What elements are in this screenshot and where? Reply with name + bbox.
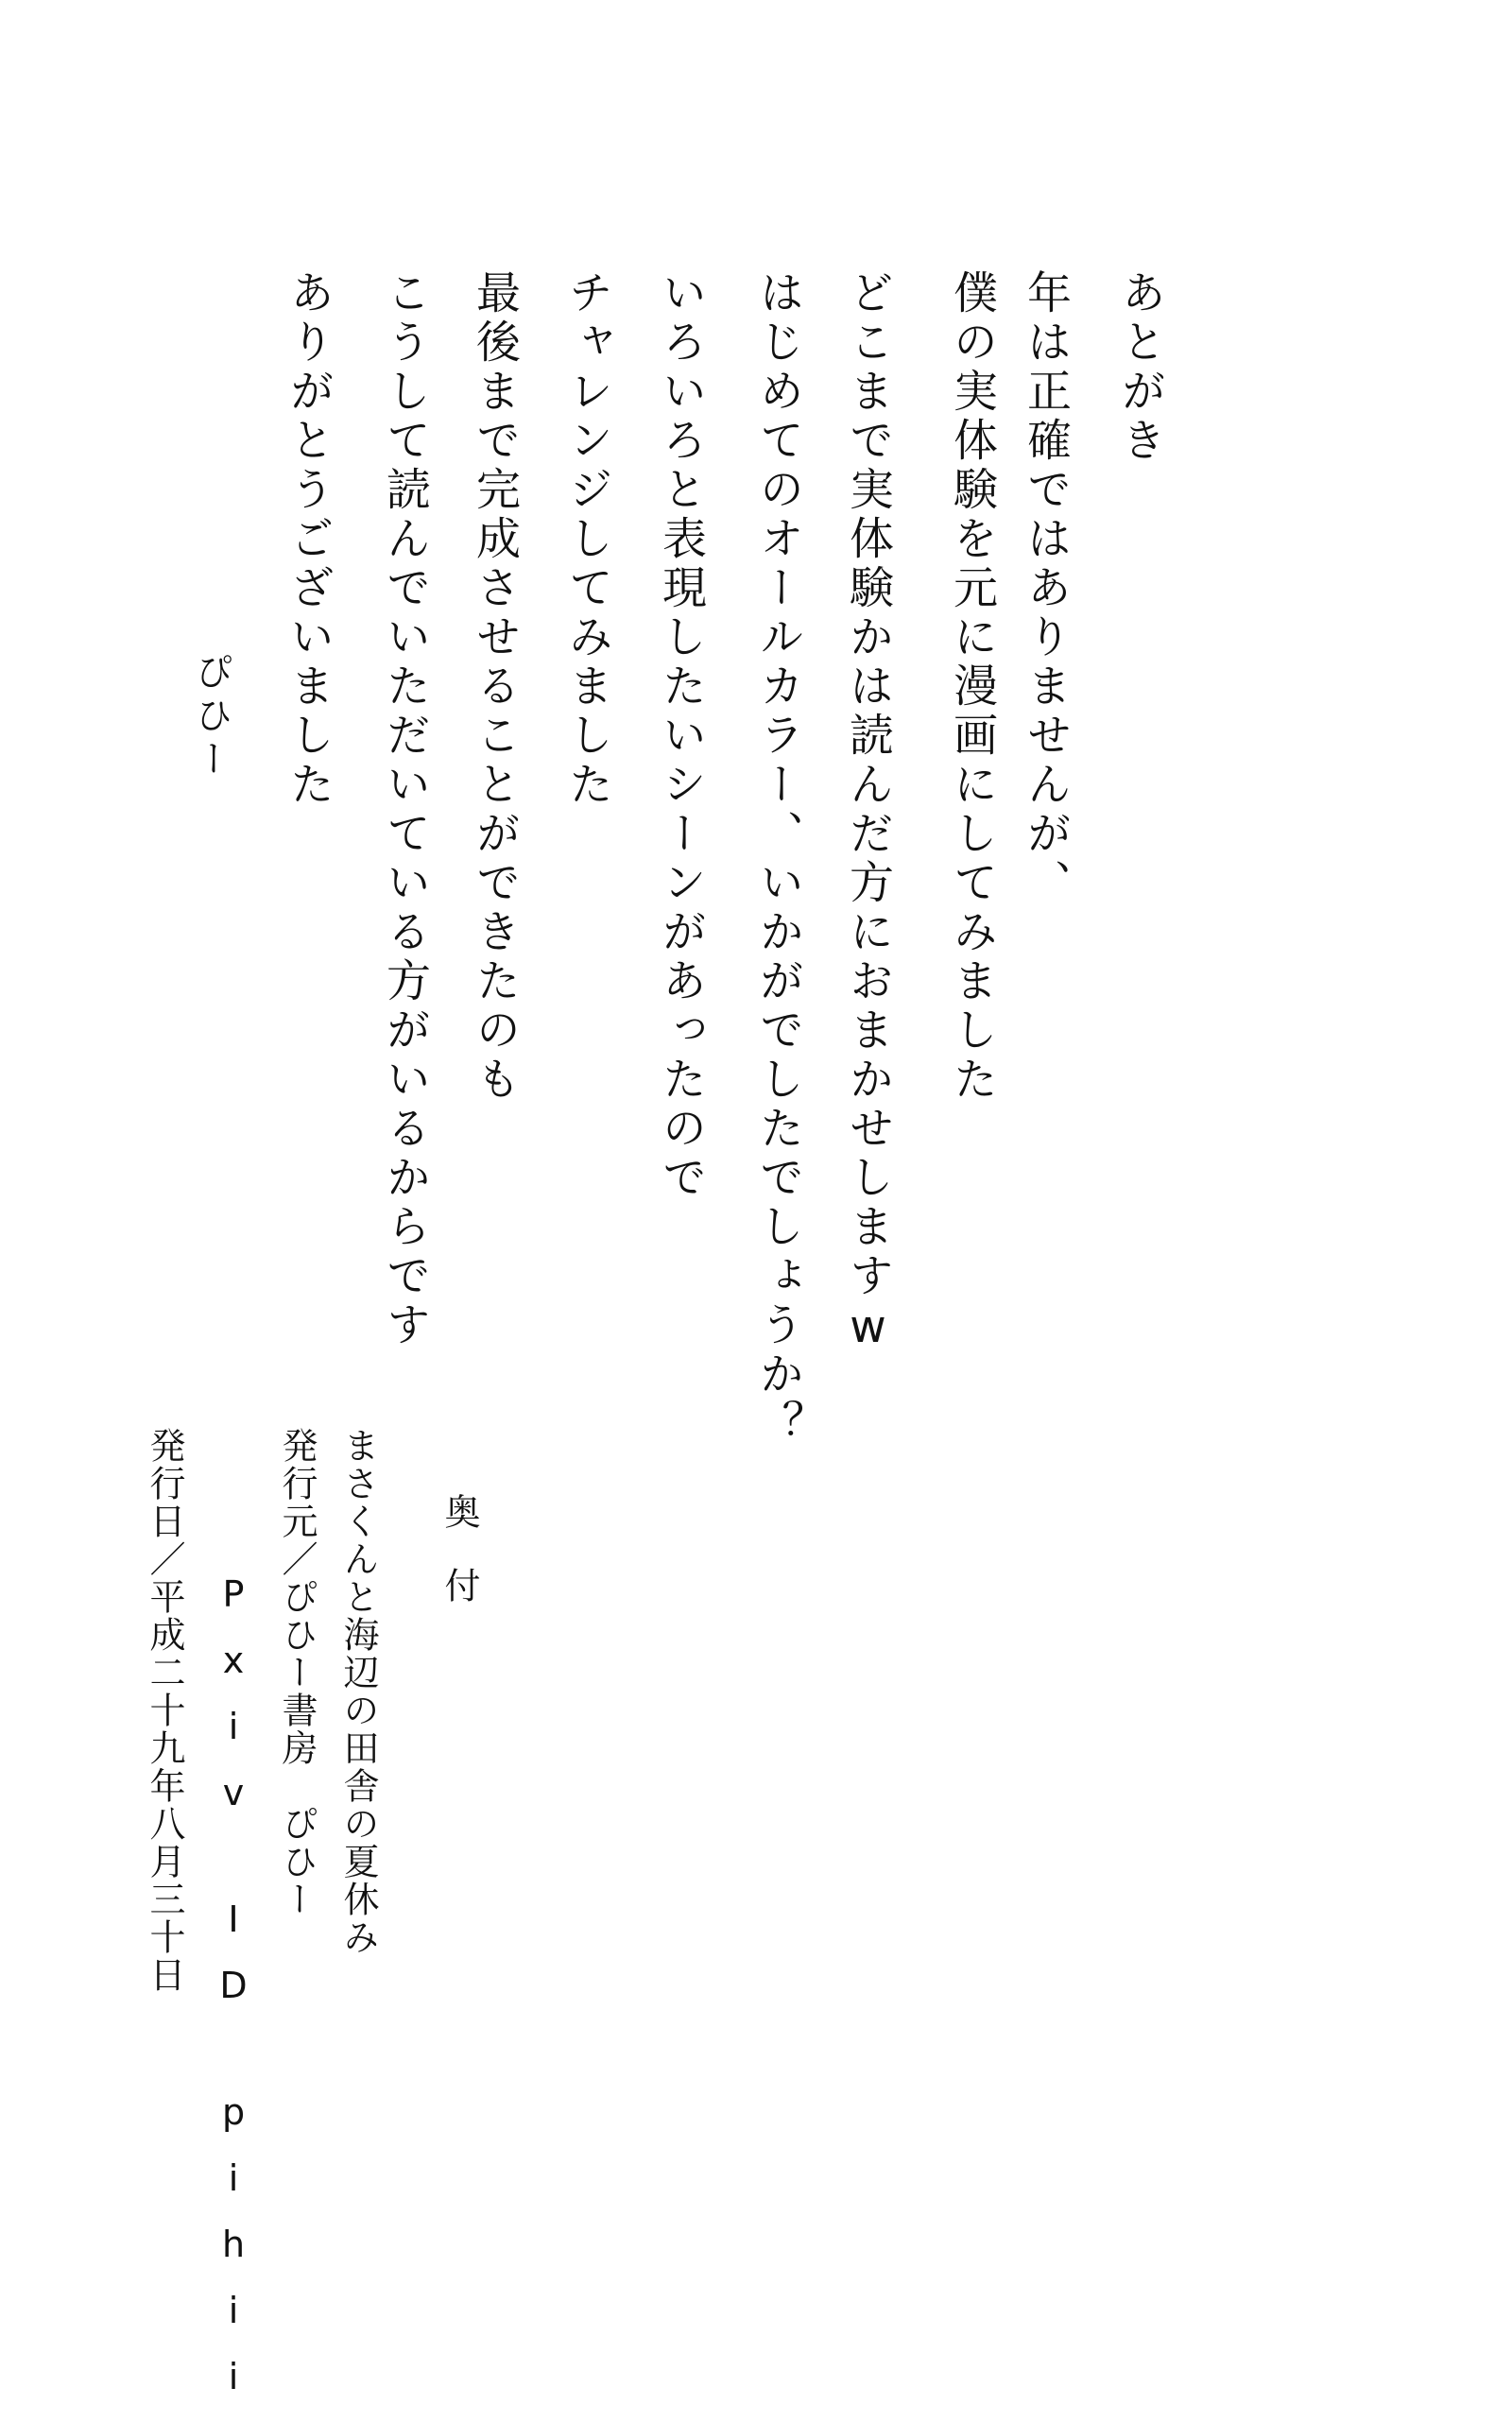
afterword-line: チャレンジしてみました	[561, 269, 613, 810]
colophon-publisher: 発行元／ぴひー書房 ぴひー	[276, 1427, 318, 1918]
afterword-line: 最後まで完成させることができたのも	[469, 269, 521, 1105]
afterword-line: ありがとうございました	[283, 269, 335, 810]
afterword-line: はじめてのオールカラー、いかがでしたでしょうか？	[752, 269, 804, 1449]
afterword-line: 年は正確ではありませんが、	[1020, 269, 1072, 908]
colophon-pixiv-id: Pxiv ID pihii	[213, 1573, 254, 2422]
colophon-book-title: まさくんと海辺の田舎の夏休み	[337, 1427, 379, 1956]
afterword-line: いろいろと表現したいシーンがあったので	[655, 269, 707, 1203]
colophon-publish-date: 発行日／平成二十九年八月三十日	[144, 1427, 185, 1994]
afterword-signature: ぴひー	[189, 652, 232, 782]
afterword-line: どこまで実体験かは読んだ方におまかせしますw	[842, 269, 894, 1358]
afterword-title: あとがき	[1114, 269, 1166, 466]
afterword-line: こうして読んでいただいている方がいるからです	[379, 269, 431, 1350]
afterword-line: 僕の実体験を元に漫画にしてみました	[946, 269, 998, 1105]
colophon-heading: 奥付	[438, 1493, 480, 1640]
